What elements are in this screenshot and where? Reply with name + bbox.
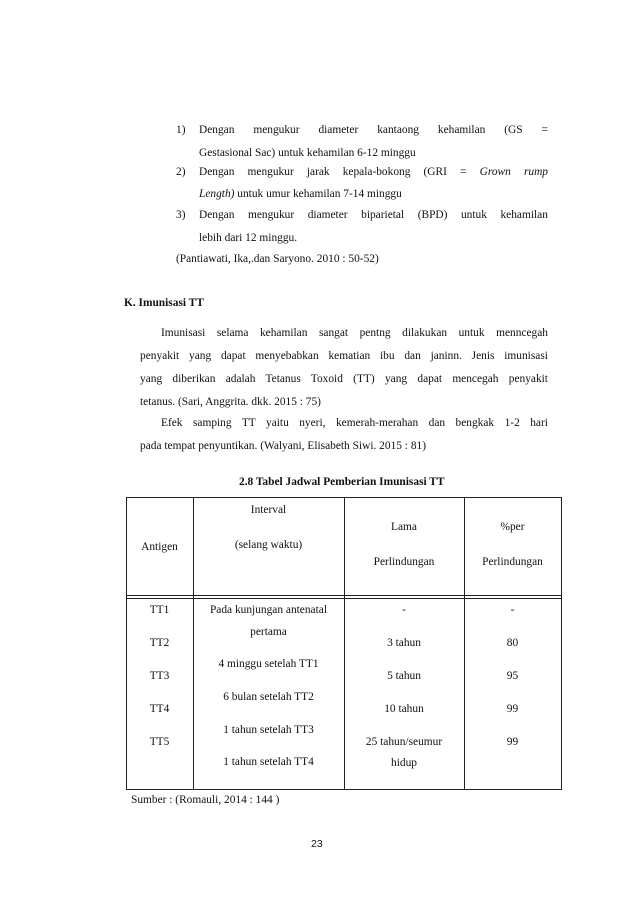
interval-cell: pertama xyxy=(250,626,287,638)
header-lama-sub: Perlindungan xyxy=(373,556,435,568)
header-interval: Interval xyxy=(250,504,287,516)
duration-cell: 10 tahun xyxy=(384,703,424,715)
antigen-cell: TT3 xyxy=(149,670,170,682)
interval-cell: 6 bulan setelah TT2 xyxy=(223,691,314,703)
list-item-3-line1: Dengan mengukur diameter biparietal (BPD) untuk kehamilan xyxy=(199,209,548,221)
list-item-1-number: 1) xyxy=(176,124,186,136)
duration-cell: 3 tahun xyxy=(387,637,421,649)
paragraph-1-line-2: penyakit yang dapat menyebabkan kematian ibu dan janinn. Jenis imunisasi xyxy=(140,350,548,362)
table-source: Sumber : (Romauli, 2014 : 144 ) xyxy=(131,794,280,806)
duration-cell: hidup xyxy=(391,757,417,769)
antigen-cell: TT5 xyxy=(149,736,170,748)
paragraph-1-line-1: Imunisasi selama kehamilan sangat pentng dilakukan untuk menncegah xyxy=(161,327,548,339)
immunization-table xyxy=(126,497,562,790)
percent-cell: 95 xyxy=(506,670,519,682)
list-item-1-line1: Dengan mengukur diameter kantaong kehamilan (GS = xyxy=(199,124,548,136)
interval-cell: Pada kunjungan antenatal xyxy=(209,604,328,616)
paragraph-2-line-2: pada tempat penyuntikan. (Walyani, Elisabeth Siwi. 2015 : 81) xyxy=(140,440,426,452)
list-item-2-line1: Dengan mengukur jarak kepala-bokong (GRI = Grown rump xyxy=(199,166,548,178)
antigen-cell: TT4 xyxy=(149,703,170,715)
interval-cell: 1 tahun setelah TT4 xyxy=(223,756,314,768)
duration-cell: - xyxy=(402,604,406,616)
interval-cell: 1 tahun setelah TT3 xyxy=(223,724,314,736)
percent-cell: - xyxy=(510,604,515,616)
percent-cell: 99 xyxy=(506,736,519,748)
interval-cell: 4 minggu setelah TT1 xyxy=(218,658,319,670)
list-item-2-line2: Length) untuk umur kehamilan 7-14 minggu xyxy=(199,188,402,200)
percent-cell: 80 xyxy=(506,637,519,649)
duration-cell: 25 tahun/seumur xyxy=(365,736,443,748)
paragraph-1-line-3: yang diberikan adalah Tetanus Toxoid (TT) yang dapat mencegah penyakit xyxy=(140,373,548,385)
list-item-3-number: 3) xyxy=(176,209,186,221)
list-item-3-line2: lebih dari 12 minggu. xyxy=(199,232,298,244)
header-percent-sub: Perlindungan xyxy=(482,556,543,568)
header-antigen: Antigen xyxy=(141,541,178,553)
antigen-cell: TT2 xyxy=(149,637,170,649)
section-heading: K. Imunisasi TT xyxy=(124,297,204,309)
header-lama: Lama xyxy=(391,521,417,533)
page-number: 23 xyxy=(311,838,323,850)
duration-cell: 5 tahun xyxy=(387,670,421,682)
paragraph-1-line-4: tetanus. (Sari, Anggrita. dkk. 2015 : 75) xyxy=(140,396,321,408)
table-border-right xyxy=(561,497,562,790)
table-caption: 2.8 Tabel Jadwal Pemberian Imunisasi TT xyxy=(239,476,445,488)
list-item-2-number: 2) xyxy=(176,166,186,178)
percent-cell: 99 xyxy=(506,703,519,715)
paragraph-2-line-1: Efek samping TT yaitu nyeri, kemerah-merahan dan bengkak 1-2 hari xyxy=(161,417,548,429)
antigen-cell: TT1 xyxy=(149,604,170,616)
list-item-1-line2: Gestasional Sac) untuk kehamilan 6-12 minggu xyxy=(199,147,416,159)
citation: (Pantiawati, Ika,.dan Saryono. 2010 : 50-52) xyxy=(176,253,379,265)
header-interval-sub: (selang waktu) xyxy=(234,539,303,551)
header-percent: %per xyxy=(500,521,525,533)
